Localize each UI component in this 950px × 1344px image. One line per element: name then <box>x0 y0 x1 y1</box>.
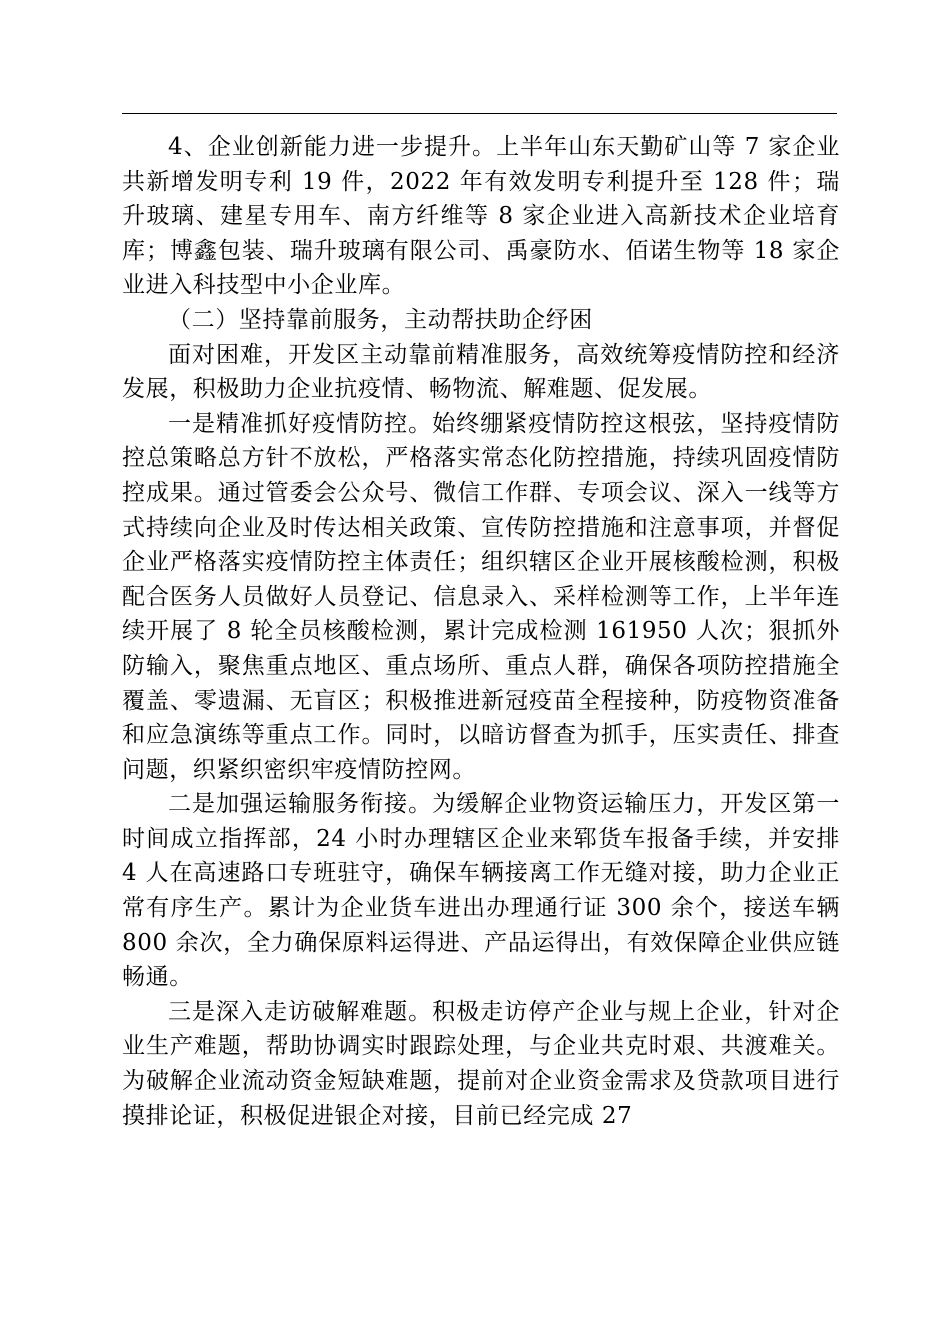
paragraph-epidemic-control: 一是精准抓好疫情防控。始终绷紧疫情防控这根弦，坚持疫情防控总策略总方针不放松，严格落实常态化防控措施，持续巩固疫情防控成果。通过管委会公众号、微信工作群、专项会议、深入一线等方式持续向企业及时传达相关政策、宣传防控措施和注意事项，并督促企业严格落实疫情防控主体责任；组织辖区企业开展核酸检测，积极配合医务人员做好人员登记、信息录入、采样检测等工作，上半年连续开展了 8 轮全员核酸检测，累计完成检测 161950 人次；狠抓外防输入，聚焦重点地区、重点场所、重点人群，确保各项防控措施全覆盖、零遗漏、无盲区；积极推进新冠疫苗全程接种，防疫物资准备和应急演练等重点工作。同时，以暗访督查为抓手，压实责任、排查问题，织紧织密织牢疫情防控网。 <box>122 410 840 783</box>
document-body <box>122 130 840 1133</box>
paragraph-transport: 二是加强运输服务衔接。为缓解企业物资运输压力，开发区第一时间成立指挥部，24 小时办理辖区企业来郓货车报备手续，并安排 4 人在高速路口专班驻守，确保车辆接离工作无缝对接，助力企业正常有序生产。累计为企业货车进出办理通行证 300 余个，接送车辆 800 余次，全力确保原料运得进、产品运得出，有效保障企业供应链畅通。 <box>122 791 840 991</box>
header-rule <box>122 113 837 114</box>
section-heading-service: （二）坚持靠前服务，主动帮扶助企纾困 <box>168 306 593 333</box>
paragraph-visits: 三是深入走访破解难题。积极走访停产企业与规上企业，针对企业生产难题，帮助协调实时跟踪处理，与企业共克时艰、共渡难关。为破解企业流动资金短缺难题，提前对企业资金需求及贷款项目进行摸排论证，积极促进银企对接，目前已经完成 27 <box>122 998 840 1129</box>
paragraph-intro: 面对困难，开发区主动靠前精准服务，高效统筹疫情防控和经济发展，积极助力企业抗疫情、畅物流、解难题、促发展。 <box>122 341 840 403</box>
paragraph-innovation: 4、企业创新能力进一步提升。上半年山东天勤矿山等 7 家企业共新增发明专利 19 件，2022 年有效发明专利提升至 128 件；瑞升玻璃、建星专用车、南方纤维等 8 家企业进入高新技术企业培育库；博鑫包装、瑞升玻璃有限公司、禹豪防水、佰诺生物等 18 家企业进入科技型中小企业库。 <box>122 134 840 299</box>
